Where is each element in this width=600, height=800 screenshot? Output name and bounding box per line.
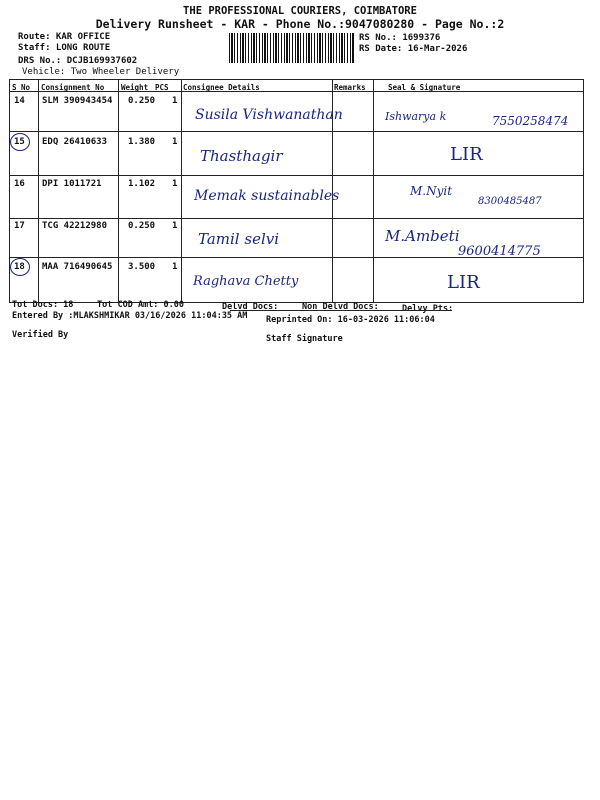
col-consignment: Consignment No — [41, 83, 105, 92]
signature-handwriting: M.Nyit — [410, 184, 453, 198]
rs-number: RS No.: 1699376 — [359, 33, 441, 43]
row-sno: 18 — [14, 262, 25, 272]
row-weight: 0.250 — [128, 96, 156, 106]
row-weight: 1.380 — [128, 137, 156, 147]
row-weight: 0.250 — [128, 221, 156, 231]
row-pcs: 1 — [172, 221, 178, 231]
phone-handwriting: 7550258474 — [492, 114, 569, 128]
row-pcs: 1 — [172, 137, 178, 147]
consignee-handwriting: Memak sustainables — [194, 188, 340, 204]
col-pcs: PCS — [155, 83, 169, 92]
row-consignment: EDQ 26410633 — [42, 137, 108, 147]
row-sno: 14 — [14, 96, 25, 106]
consignee-handwriting: Tamil selvi — [198, 230, 280, 248]
row-consignment: MAA 716490645 — [42, 262, 113, 272]
row-consignment: TCG 42212980 — [42, 221, 108, 231]
col-sno: S No — [12, 83, 31, 92]
row-weight: 3.500 — [128, 262, 156, 272]
col-remarks: Remarks — [334, 83, 366, 92]
phone-handwriting: 9600414775 — [458, 244, 541, 259]
staff-label: Staff: LONG ROUTE — [18, 43, 111, 53]
footer-divider — [230, 310, 452, 311]
verified-by: Verified By — [12, 330, 69, 340]
row-sno: 15 — [14, 137, 25, 147]
rs-date: RS Date: 16-Mar-2026 — [359, 44, 468, 54]
company-title: THE PROFESSIONAL COURIERS, COIMBATORE — [183, 5, 417, 17]
consignee-handwriting: Susila Vishwanathan — [195, 107, 343, 123]
vehicle-label: Vehicle: Two Wheeler Delivery — [22, 67, 180, 77]
signature-handwriting: M.Ambeti — [385, 227, 460, 245]
signature-handwriting: LIR — [447, 272, 480, 293]
col-seal: Seal & Signature — [388, 83, 461, 92]
row-pcs: 1 — [172, 96, 178, 106]
row-sno: 17 — [14, 221, 25, 231]
non-delivered-docs: Non Delvd Docs: — [302, 302, 379, 312]
col-consignee: Consignee Details — [183, 83, 260, 92]
staff-signature: Staff Signature — [266, 334, 343, 344]
runsheet-table — [9, 79, 584, 303]
row-weight: 1.102 — [128, 179, 156, 189]
route-label: Route: KAR OFFICE — [18, 32, 111, 42]
row-consignment: SLM 390943454 — [42, 96, 113, 106]
signature-handwriting: LIR — [450, 144, 483, 165]
barcode — [229, 33, 355, 63]
runsheet-subtitle: Delivery Runsheet - KAR - Phone No.:9047080280 - Page No.:2 — [95, 17, 505, 31]
entered-by: Entered By :MLAKSHMIKAR 03/16/2026 11:04:35 AM — [12, 311, 248, 321]
consignee-handwriting: Thasthagir — [200, 147, 283, 165]
consignee-handwriting: Raghava Chetty — [193, 274, 299, 289]
row-pcs: 1 — [172, 179, 178, 189]
reprinted-on: Reprinted On: 16-03-2026 11:06:04 — [266, 315, 435, 325]
row-consignment: DPI 1011721 — [42, 179, 102, 189]
signature-handwriting: Ishwarya k — [385, 110, 447, 123]
drs-number: DRS No.: DCJB169937602 — [18, 56, 138, 66]
row-sno: 16 — [14, 179, 25, 189]
delivered-docs: Delvd Docs: — [222, 302, 279, 312]
row-pcs: 1 — [172, 262, 178, 272]
total-cod-amount: Tot COD Amt: 0.00 — [97, 300, 184, 310]
total-docs: Tot Docs: 18 — [12, 300, 74, 310]
delivery-points: Delvy Pts: — [402, 304, 454, 314]
phone-handwriting: 8300485487 — [478, 196, 542, 207]
col-weight: Weight — [121, 83, 149, 92]
